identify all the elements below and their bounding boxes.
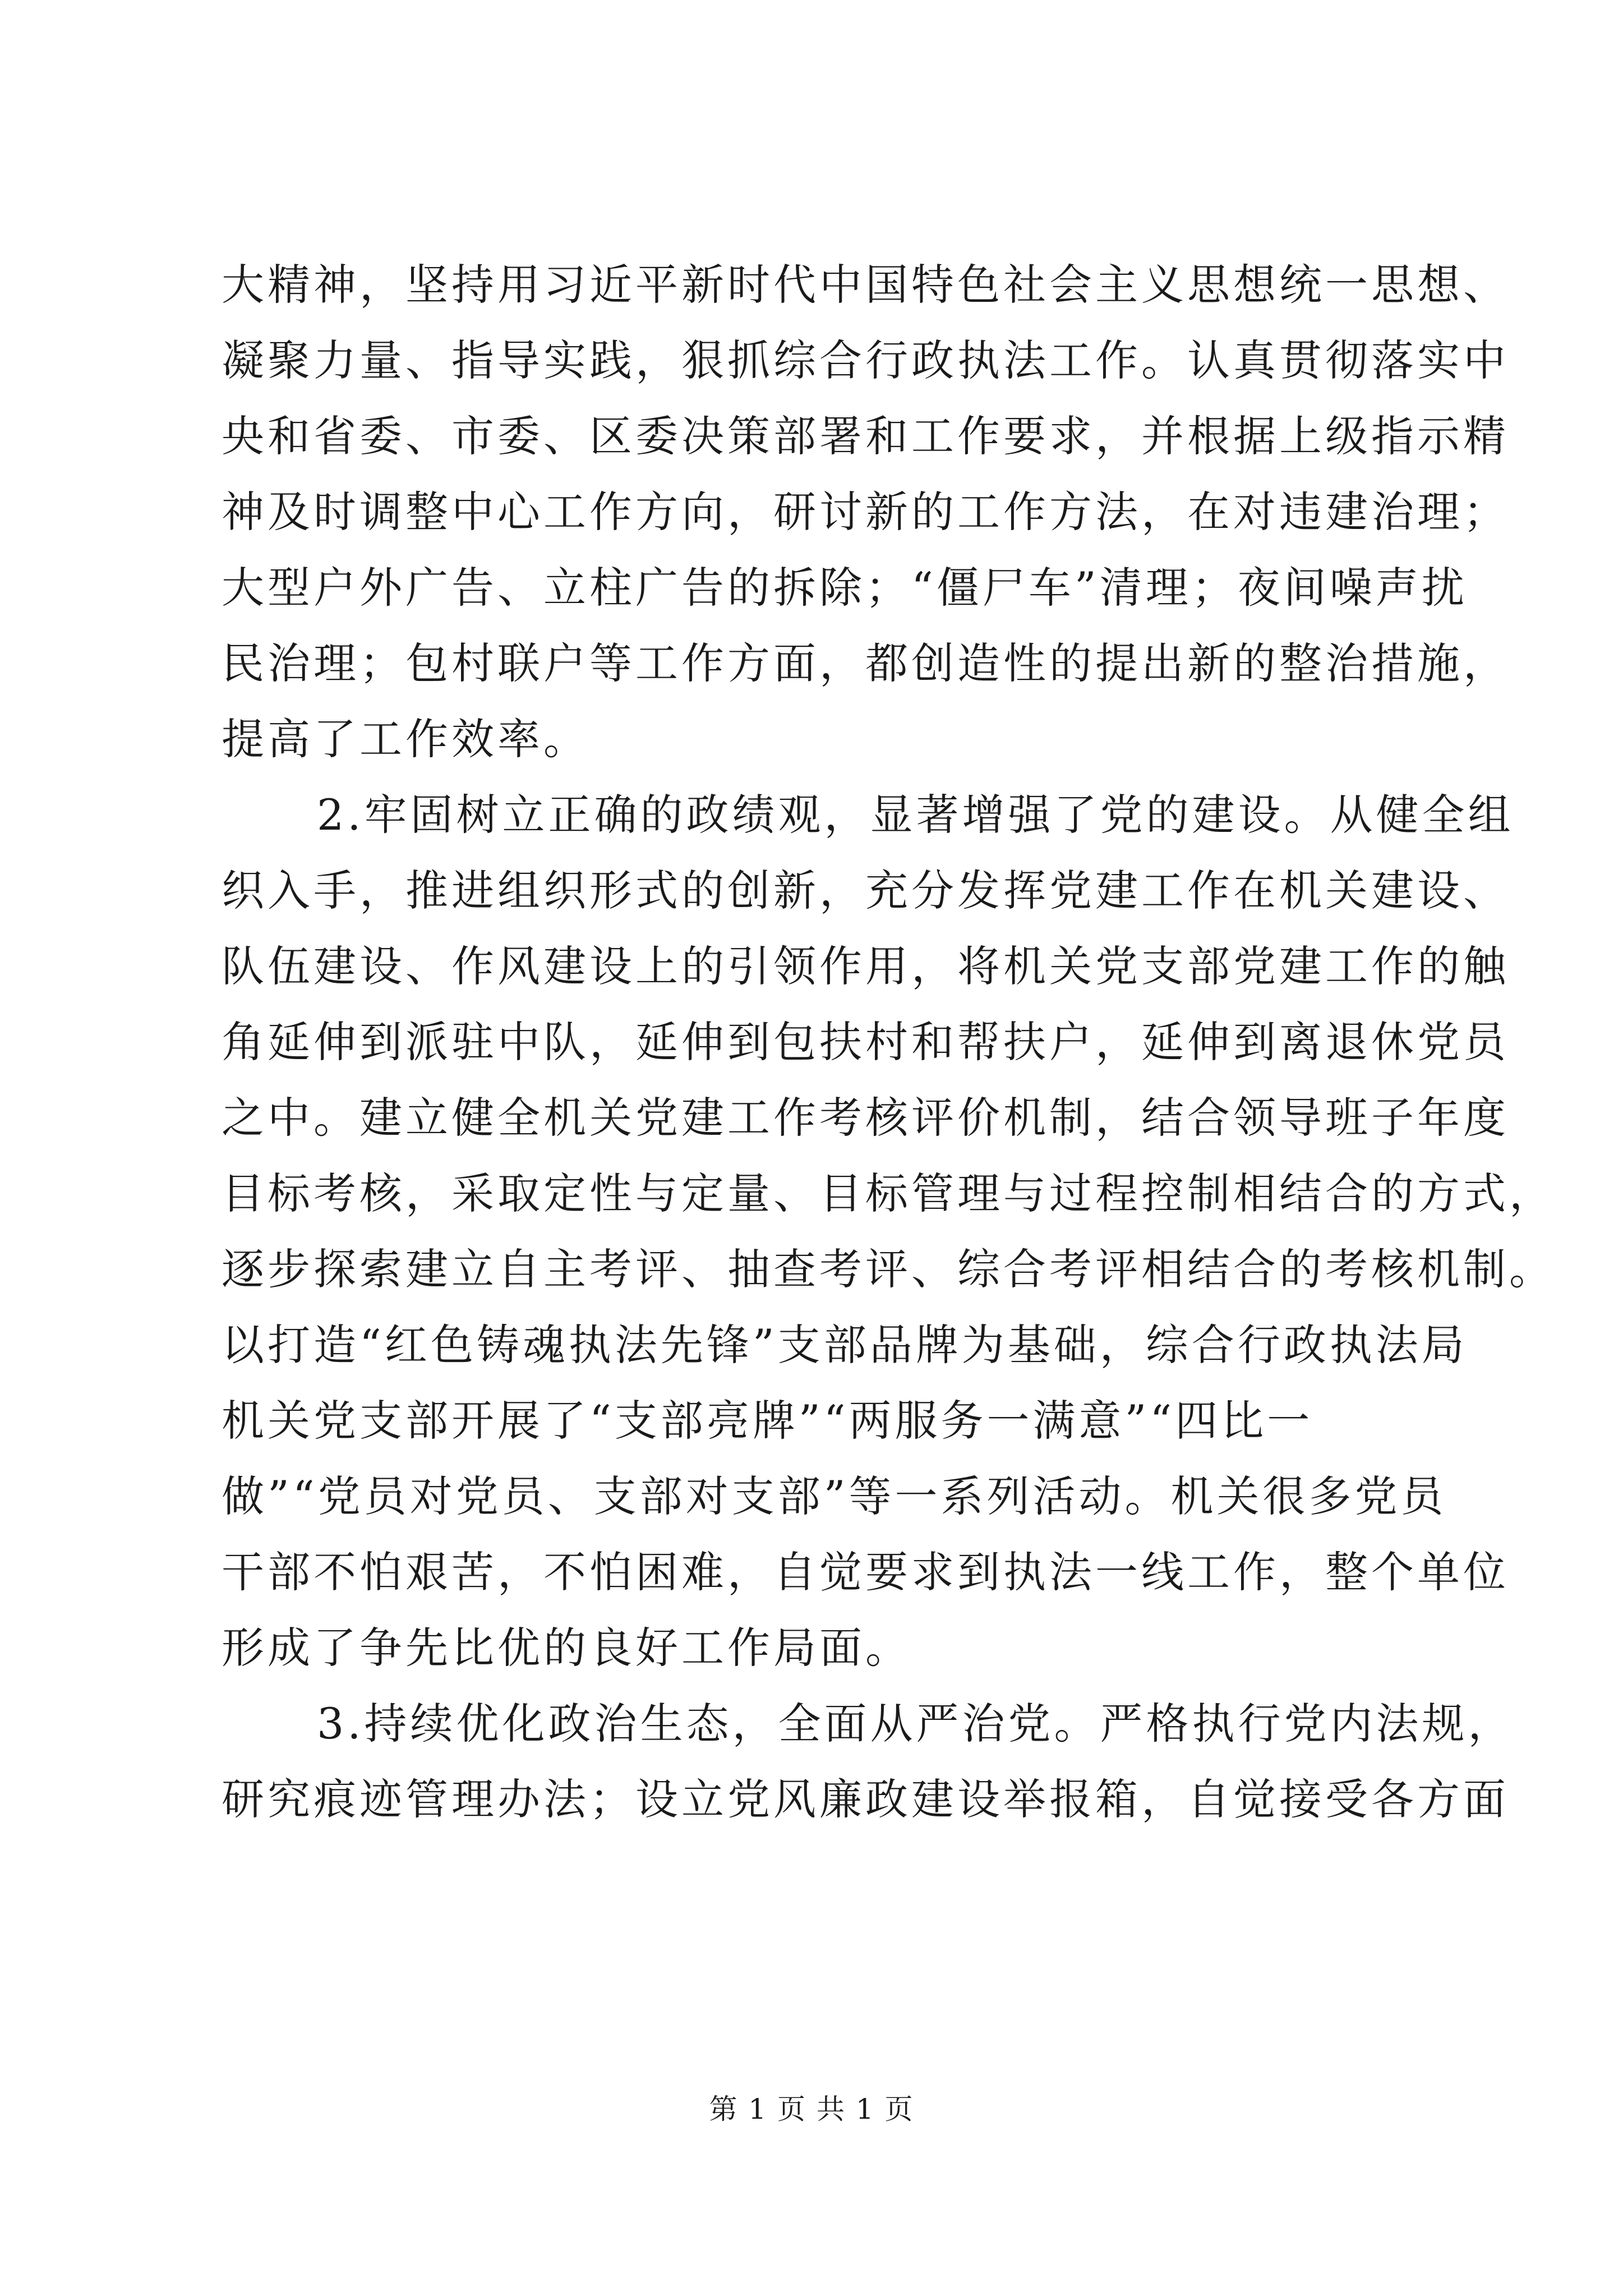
text-line: 队伍建设、作风建设上的引领作用，将机关党支部党建工作的触 [222, 941, 1509, 991]
text-line: 凝聚力量、指导实践，狠抓综合行政执法工作。认真贯彻落实中 [222, 335, 1509, 385]
text-line: 做”“党员对党员、支部对支部”等一系列活动。机关很多党员 [222, 1471, 1447, 1521]
page-footer: 第 1 页 共 1 页 [709, 2093, 914, 2125]
text-line: 研究痕迹管理办法；设立党风廉政建设举报箱，自觉接受各方面 [222, 1774, 1509, 1824]
text-line: 角延伸到派驻中队，延伸到包扶村和帮扶户，延伸到离退休党员 [222, 1017, 1509, 1067]
text-line: 央和省委、市委、区委决策部署和工作要求，并根据上级指示精 [222, 411, 1509, 461]
text-line: 民治理；包村联户等工作方面，都创造性的提出新的整治措施， [222, 638, 1509, 688]
text-line: 织入手，推进组织形式的创新，充分发挥党建工作在机关建设、 [222, 866, 1509, 915]
text-line: 以打造“红色铸魂执法先锋”支部品牌为基础，综合行政执法局 [222, 1320, 1468, 1370]
text-line: 大精神，坚持用习近平新时代中国特色社会主义思想统一思想、 [222, 260, 1509, 310]
text-line: 提高了工作效率。 [222, 714, 589, 764]
text-line: 大型户外广告、立柱广告的拆除；“僵尸车”清理；夜间噪声扰 [222, 563, 1468, 613]
text-line: 形成了争先比优的良好工作局面。 [222, 1623, 911, 1673]
text-line: 机关党支部开展了“支部亮牌”“两服务一满意”“四比一 [222, 1396, 1313, 1446]
text-line: 之中。建立健全机关党建工作考核评价机制，结合领导班子年度 [222, 1093, 1509, 1143]
text-line: 目标考核，采取定性与定量、目标管理与过程控制相结合的方式， [222, 1168, 1555, 1218]
text-line: 神及时调整中心工作方向，研讨新的工作方法，在对违建治理； [222, 487, 1509, 537]
text-line: 干部不怕艰苦，不怕困难，自觉要求到执法一线工作，整个单位 [222, 1547, 1509, 1597]
text-line: 3.持续优化政治生态，全面从严治党。严格执行党内法规， [317, 1699, 1514, 1749]
text-line: 逐步探索建立自主考评、抽查考评、综合考评相结合的考核机制。 [222, 1244, 1555, 1294]
document-body [222, 247, 1555, 1837]
text-line: 2.牢固树立正确的政绩观，显著增强了党的建设。从健全组 [317, 790, 1514, 840]
